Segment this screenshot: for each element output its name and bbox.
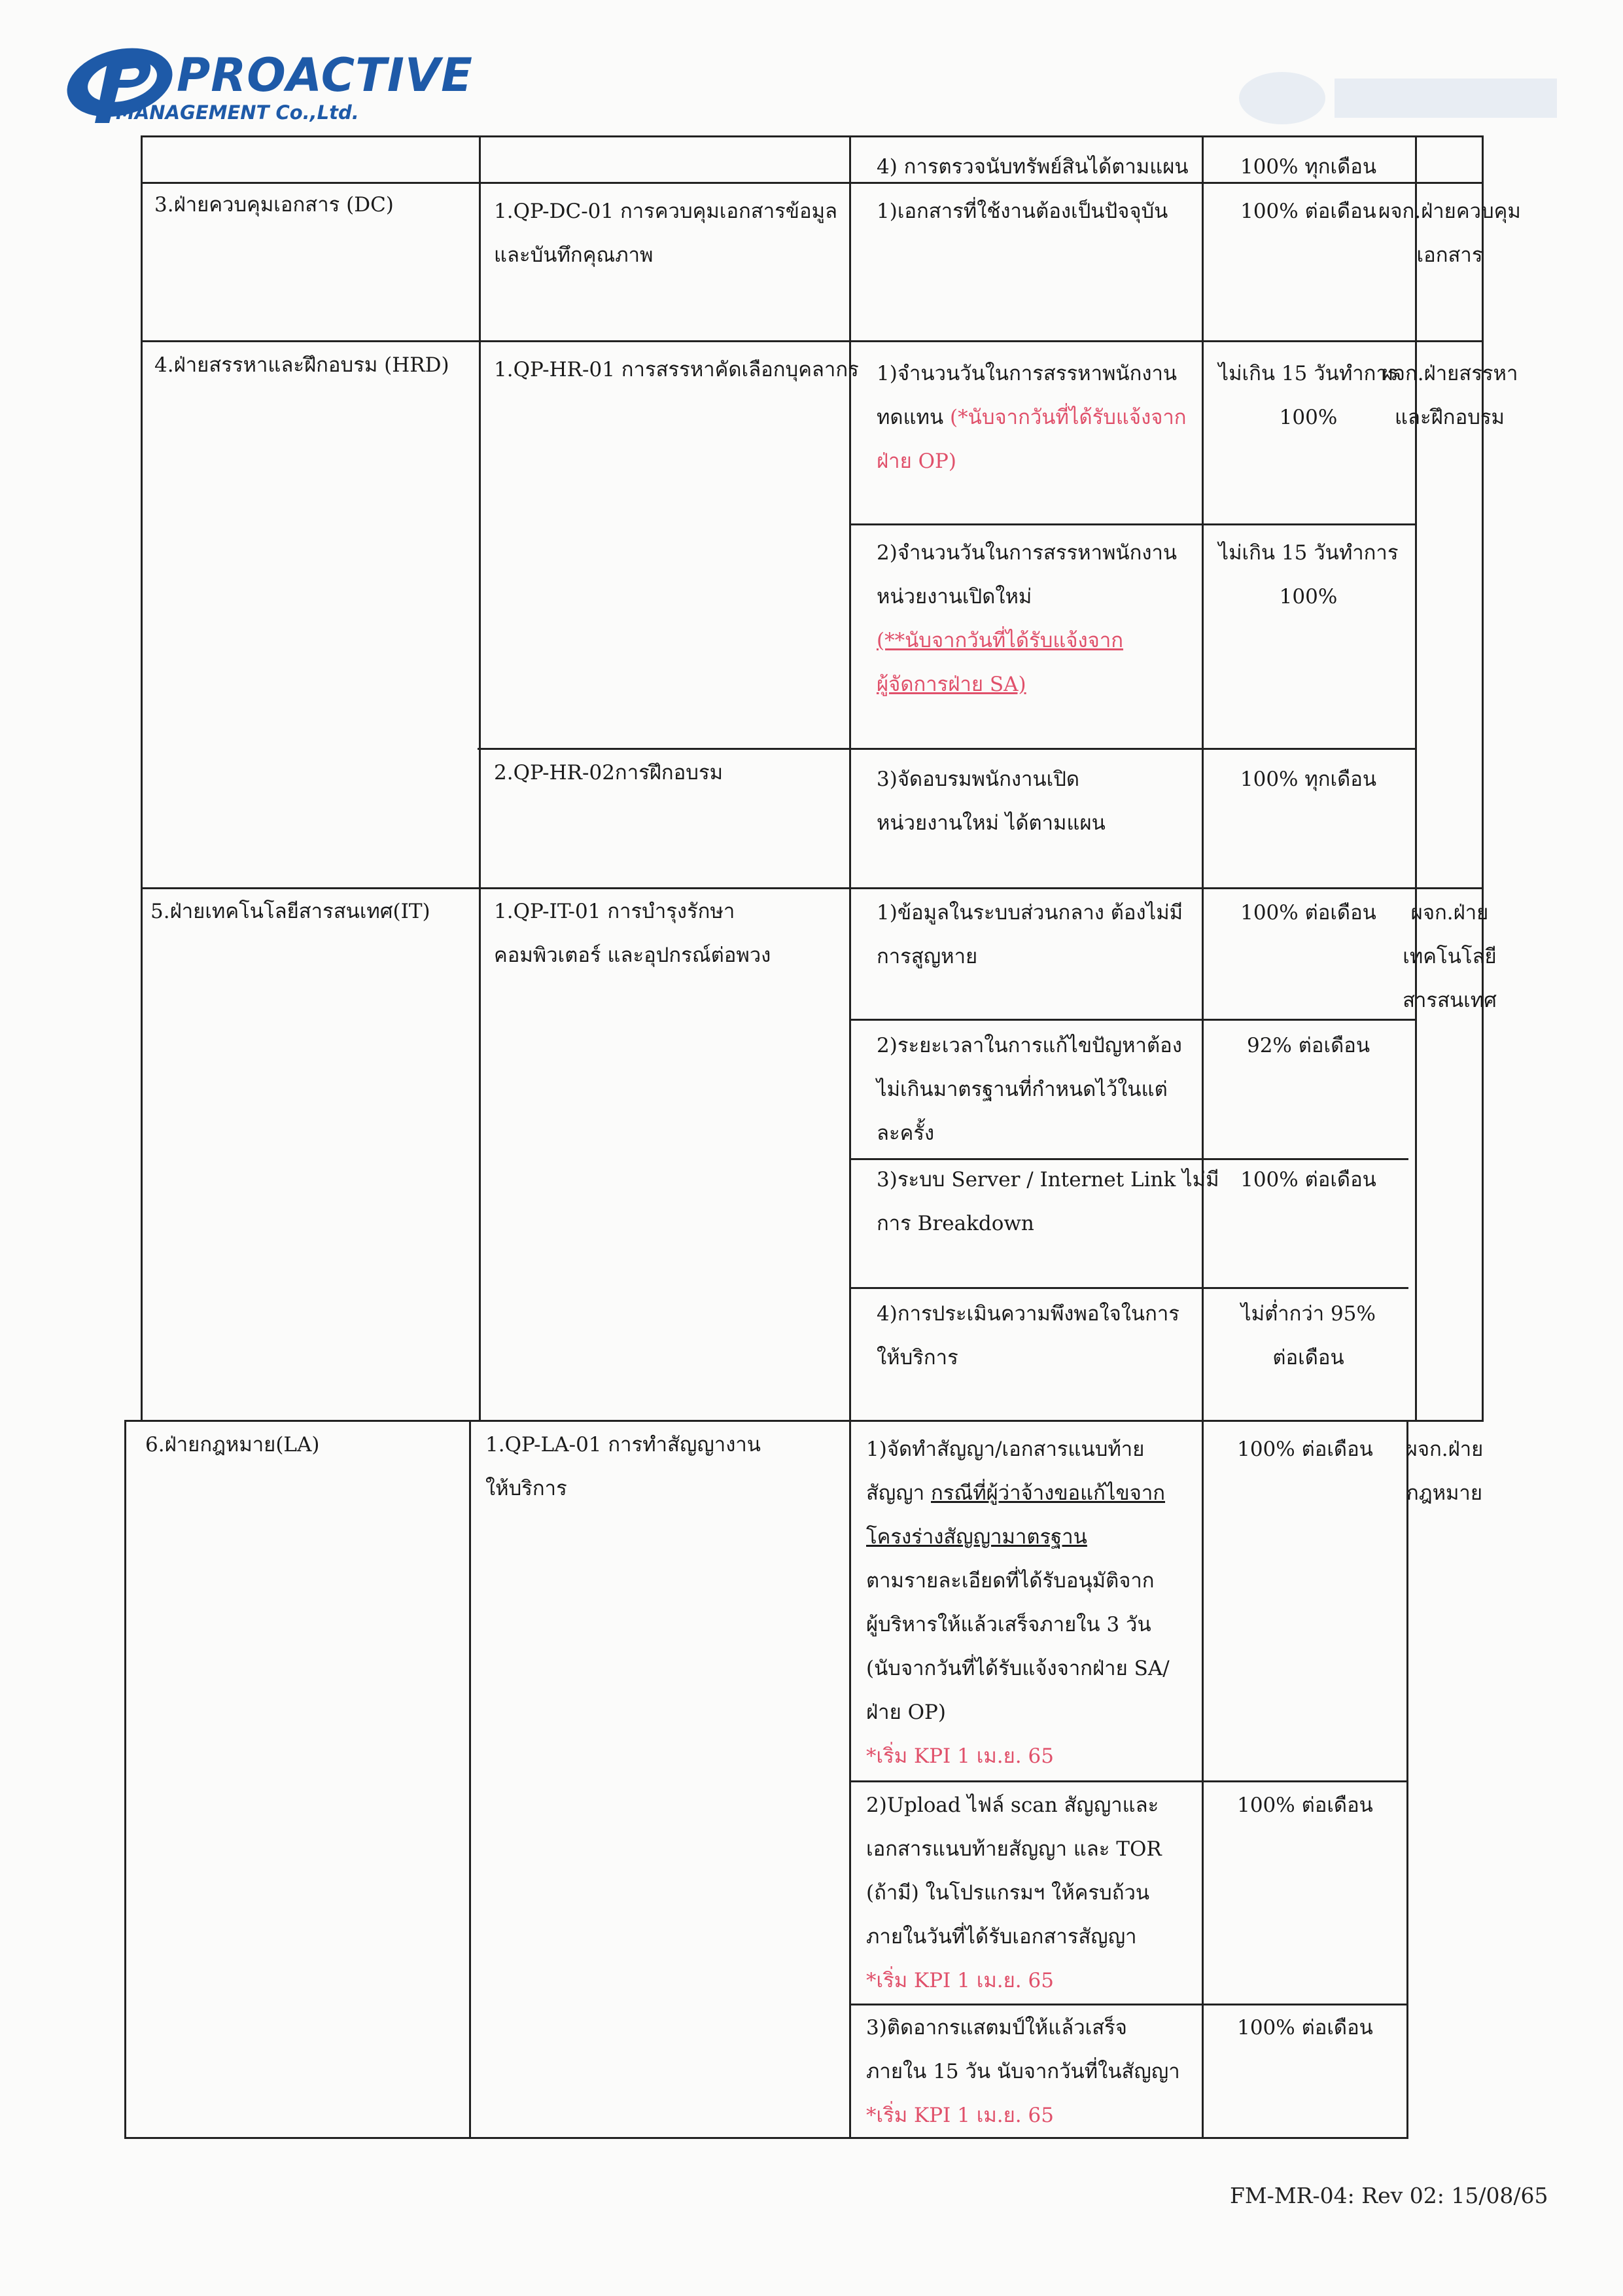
table-rule (849, 1780, 1408, 1782)
indicator-line: ภายใน 15 วัน นับจากวันที่ในสัญญา (866, 2060, 1180, 2083)
target-line: 100% (1279, 585, 1338, 609)
indicator-line: 1)จัดทำสัญญา/เอกสารแนบท้าย (866, 1438, 1145, 1461)
indicator-line: ผู้บริหารให้แล้วเสร็จภายใน 3 วัน (866, 1613, 1151, 1636)
table-rule (1415, 135, 1417, 1420)
indicator-line: หน่วยงานเปิดใหม่ (877, 585, 1032, 609)
target-cell: 100% ทุกเดือน (1240, 155, 1377, 179)
procedure-line: ให้บริการ (485, 1477, 567, 1500)
table-rule (124, 1420, 1484, 1422)
owner-cell (1352, 891, 1548, 1023)
target-cell: 100% ต่อเดือน (1240, 1168, 1376, 1192)
indicator-line: ภายในวันที่ได้รับเอกสารสัญญา (866, 1925, 1137, 1949)
indicator-line: ตามรายละเอียดที่ได้รับอนุมัติจาก (866, 1569, 1155, 1593)
target-cell: 100% ต่อเดือน (1237, 1793, 1373, 1817)
procedure-cell (494, 190, 837, 277)
indicator-text: สัญญา (866, 1481, 925, 1505)
indicator-line: 2)Upload ไฟล์ scan สัญญาและ (866, 1793, 1159, 1817)
indicator-line: เอกสารแนบท้ายสัญญา และ TOR (866, 1837, 1162, 1861)
table-rule (1406, 1420, 1408, 2139)
owner-line: ผจก.ฝ่าย (1405, 1438, 1484, 1461)
department-cell: 6.ฝ่ายกฎหมาย(LA) (145, 1433, 320, 1457)
target-cell: 100% ต่อเดือน (1237, 2016, 1373, 2040)
target-line: ต่อเดือน (1272, 1346, 1344, 1369)
indicator-line: 2)จำนวนวันในการสรรหาพนักงาน (877, 541, 1178, 565)
procedure-cell: 2.QP-HR-02การฝึกอบรม (494, 761, 724, 785)
owner-line: เทคโนโลยี (1403, 945, 1497, 968)
table-rule (849, 2004, 1408, 2005)
table-rule (124, 2137, 1408, 2139)
indicator-line: 3)ระบบ Server / Internet Link ไม่มี (877, 1168, 1219, 1192)
indicator-line: 3)จัดอบรมพนักงานเปิด (877, 768, 1080, 791)
owner-line: เอกสาร (1416, 243, 1483, 267)
table-rule (141, 887, 1484, 889)
indicator-text: กรณีที่ผู้ว่าจ้างขอแก้ไขจาก (931, 1481, 1165, 1505)
indicator-note: (**นับจากวันที่ได้รับแจ้งจาก (877, 629, 1124, 652)
indicator-line: โครงร่างสัญญามาตรฐาน (866, 1525, 1087, 1549)
table-rule (849, 1019, 1415, 1021)
form-code-footer: FM-MR-04: Rev 02: 15/08/65 (1230, 2183, 1548, 2208)
indicator-line: 1)จำนวนวันในการสรรหาพนักงาน (877, 362, 1178, 385)
target-line: 100% (1279, 406, 1338, 429)
owner-line: และฝึกอบรม (1395, 406, 1505, 429)
indicator-line: ฝ่าย OP) (866, 1701, 946, 1724)
logo-subtitle: MANAGEMENT Co.,Ltd. (116, 101, 359, 124)
target-line: ไม่เกิน 15 วันทำการ (1218, 541, 1399, 565)
owner-line: สารสนเทศ (1403, 989, 1497, 1012)
table-rule (124, 1420, 126, 2139)
table-rule (478, 748, 1415, 750)
indicator-note: (*นับจากวันที่ได้รับแจ้งจาก (950, 406, 1187, 429)
procedure-cell: 1.QP-HR-01 การสรรหาคัดเลือกบุคลากร (494, 358, 859, 381)
logo-brand-text: PROACTIVE (177, 48, 473, 102)
table-rule (1482, 135, 1484, 1420)
indicator-line (866, 1472, 1170, 1515)
owner-cell (1369, 1428, 1520, 1515)
indicator-cell (877, 891, 1183, 979)
procedure-line: และบันทึกคุณภาพ (494, 243, 654, 267)
indicator-line: 4)การประเมินความพึงพอใจในการ (877, 1302, 1179, 1326)
target-line: ไม่ต่ำกว่า 95% (1241, 1302, 1376, 1326)
owner-line: ผจก.ฝ่าย (1410, 901, 1489, 925)
indicator-line: 1)ข้อมูลในระบบส่วนกลาง ต้องไม่มี (877, 901, 1183, 925)
table-rule (849, 1287, 1408, 1289)
indicator-cell (866, 1784, 1162, 2003)
indicator-line: 2)ระยะเวลาในการแก้ไขปัญหาต้อง (877, 1034, 1182, 1057)
target-line: ไม่เกิน 15 วันทำการ (1218, 362, 1399, 385)
table-rule (141, 135, 1484, 137)
indicator-line: การสูญหาย (877, 945, 978, 968)
target-cell: 100% ทุกเดือน (1240, 768, 1377, 791)
indicator-line: ละครั้ง (877, 1122, 935, 1145)
procedure-line: 1.QP-DC-01 การควบคุมเอกสารข้อมูล (494, 200, 838, 223)
target-cell: 100% ต่อเดือน (1240, 200, 1376, 223)
procedure-cell (494, 890, 771, 978)
table-rule (141, 340, 1484, 342)
indicator-note: ฝ่าย OP) (877, 450, 956, 473)
target-cell: 100% ต่อเดือน (1237, 1438, 1373, 1461)
procedure-line: 1.QP-LA-01 การทำสัญญางาน (485, 1433, 761, 1457)
target-cell (1204, 1292, 1413, 1380)
indicator-line: ให้บริการ (877, 1346, 958, 1369)
department-cell: 5.ฝ่ายเทคโนโลยีสารสนเทศ(IT) (150, 900, 430, 923)
procedure-line: 1.QP-IT-01 การบำรุงรักษา (494, 900, 735, 923)
indicator-cell (866, 2006, 1180, 2138)
company-logo (62, 41, 473, 132)
owner-line: ผจก.ฝ่ายควบคุม (1378, 200, 1521, 223)
owner-line: กฎหมาย (1406, 1481, 1483, 1505)
indicator-line (877, 396, 1187, 440)
owner-cell (1352, 352, 1548, 440)
indicator-cell (877, 1158, 1219, 1246)
indicator-note: *เริ่ม KPI 1 เม.ย. 65 (866, 1744, 1054, 1768)
department-cell: 3.ฝ่ายควบคุมเอกสาร (DC) (154, 193, 394, 217)
target-cell: 100% ต่อเดือน (1240, 901, 1376, 925)
table-rule (479, 135, 481, 1420)
indicator-line: (ถ้ามี) ในโปรแกรมฯ ให้ครบถ้วน (866, 1881, 1150, 1905)
indicator-cell (866, 1428, 1170, 1778)
department-cell: 4.ฝ่ายสรรหาและฝึกอบรม (HRD) (154, 353, 449, 377)
indicator-line: การ Breakdown (877, 1212, 1034, 1235)
indicator-cell (877, 352, 1187, 484)
indicator-text: ทดแทน (877, 406, 944, 429)
indicator-cell (877, 758, 1106, 845)
target-cell: 92% ต่อเดือน (1246, 1034, 1370, 1057)
watermark-logo (1236, 52, 1577, 153)
indicator-cell (877, 1292, 1179, 1380)
owner-line: ผจก.ฝ่ายสรรหา (1381, 362, 1518, 385)
indicator-cell: 4) การตรวจนับทรัพย์สินได้ตามแผน (877, 155, 1189, 179)
table-rule (141, 135, 143, 1420)
indicator-note: *เริ่ม KPI 1 เม.ย. 65 (866, 1969, 1054, 1992)
indicator-line: (นับจากวันที่ได้รับแจ้งจากฝ่าย SA/ (866, 1657, 1170, 1680)
indicator-line: หน่วยงานใหม่ ได้ตามแผน (877, 811, 1106, 835)
table-rule (849, 523, 1415, 525)
indicator-cell: 1)เอกสารที่ใช้งานต้องเป็นปัจจุบัน (877, 200, 1168, 223)
procedure-cell (485, 1423, 761, 1511)
owner-cell (1352, 190, 1548, 277)
indicator-line: 3)ติดอากรแสตมป์ให้แล้วเสร็จ (866, 2016, 1127, 2040)
table-rule (849, 135, 851, 2139)
indicator-cell (877, 1024, 1182, 1156)
procedure-line: คอมพิวเตอร์ และอุปกรณ์ต่อพวง (494, 944, 771, 967)
indicator-cell (877, 531, 1177, 707)
indicator-note: *เริ่ม KPI 1 เม.ย. 65 (866, 2104, 1054, 2127)
indicator-line: ไม่เกินมาตรฐานที่กำหนดไว้ในแต่ (877, 1078, 1168, 1101)
table-rule (469, 1420, 471, 2139)
target-cell (1204, 531, 1413, 619)
indicator-note: ผู้จัดการฝ่าย SA) (877, 673, 1026, 696)
